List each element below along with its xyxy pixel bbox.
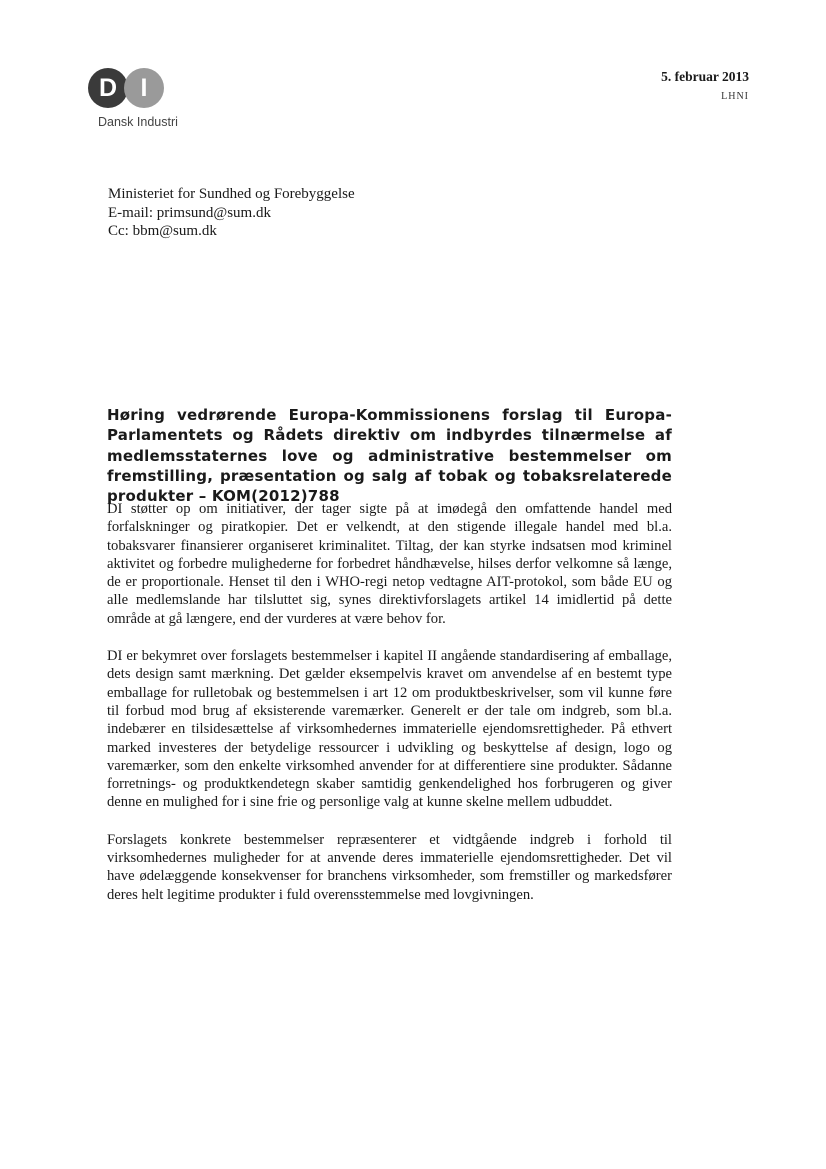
author-initials: LHNI — [721, 91, 749, 102]
recipient-address — [108, 185, 355, 241]
recipient-name: Ministeriet for Sundhed og Forebyggelse — [108, 186, 355, 202]
logo-letter-i: I — [124, 68, 164, 108]
letter-body — [107, 500, 672, 923]
letter-date: 5. februar 2013 — [661, 69, 749, 84]
body-paragraph: DI støtter op om initiativer, der tager sigte på at imødegå den omfattende handel med forfalskninger og piratkopier. Det er velkendt, at den stigende illegale handel med bl.a. tobaksvarer finansierer organiseret kriminalitet. Tiltag, der kan styrke indsatsen mod kriminel aktivitet og forbedre mulighederne for forbedret håndhævelse, hilses derfor velkomne så længe, de er proportionale. Henset til den i WHO-regi netop vedtagne AIT-protokol, som både EU og alle medlemslande har tilsluttet sig, synes direktivforslagets artikel 14 imidlertid på dette område at gå længere, end der vurderes at være behov for. — [107, 501, 672, 627]
logo-company-name: Dansk Industri — [98, 115, 178, 129]
logo-letter-d: D — [88, 68, 128, 108]
letter-subject: Høring vedrørende Europa-Kommissionens forslag til Europa-Parlamentets og Rådets direktiv om indbyrdes tilnærmelse af medlemsstaternes love og administrative bestemmelser om fremstilling, præsentation og salg af tobak og tobaksrelaterede produkter – KOM(2012)788 — [107, 406, 672, 506]
body-paragraph: Forslagets konkrete bestemmelser repræsenterer et vidtgående indgreb i forhold til virksomhedernes muligheder for at anvende deres immaterielle ejendomsrettigheder. Det vil have ødelæggende konsekvenser for branchens virksomheder, som fremstiller og markedsfører deres helt legitime produkter i fuld overensstemmelse med lovgivningen. — [107, 831, 672, 903]
body-paragraph: DI er bekymret over forslagets bestemmelser i kapitel II angående standardisering af emballage, dets design samt mærkning. Det gælder eksempelvis kravet om anvendelse af en bestemt type emballage for rulletobak og bestemmelsen i art 12 om produktbeskrivelser, som vil kunne føre til forbud mod brug af eksisterende varemærker. Generelt er der tale om indgreb, som bl.a. indebærer en tilsidesættelse af virksomhedernes immaterielle ejendomsrettigheder. På ethvert marked investeres der betydelige ressourcer i udvikling og beskyttelse af design, logo og varemærker, som den enkelte virksomhed anvender for at differentiere sine produkter. Sådanne forretnings- og produktkendetegn skaber samtidig genkendelighed hos forbrugeren og giver denne en mulighed for i sine frie og personlige valg at kunne skelne mellem udbuddet. — [107, 648, 672, 811]
recipient-cc: Cc: bbm@sum.dk — [108, 223, 217, 240]
recipient-email: E-mail: primsund@sum.dk — [108, 204, 271, 221]
